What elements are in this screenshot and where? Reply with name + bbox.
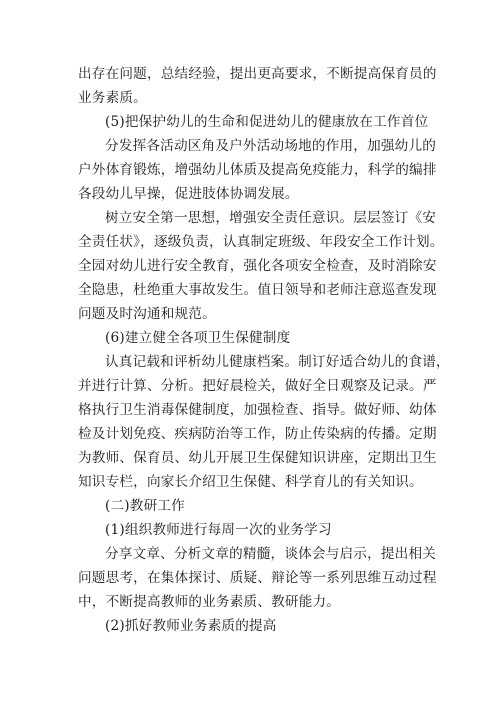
text-line: 问题及时沟通和规范。 xyxy=(78,306,216,322)
text-line: 出存在问题，总结经验，提出更高要求，不断提高保育员的 xyxy=(78,66,437,82)
text-line: 知识专栏，向家长介绍卫生保健、科学育儿的有关知识。 xyxy=(78,474,423,490)
text-line: 中，不断提高教师的业务素质、教研能力。 xyxy=(78,594,341,610)
section-heading: (1)组织教师进行每周一次的业务学习 xyxy=(105,522,332,538)
section-heading: (2)抓好教师业务素质的提高 xyxy=(105,618,277,634)
text-line: 认真记载和评析幼儿健康档案。制订好适合幼儿的食谱， xyxy=(105,354,450,370)
text-line: 为教师、保育员、幼儿开展卫生保健知识讲座，定期出卫生 xyxy=(78,450,437,466)
text-line: 问题思考，在集体探讨、质疑、辩论等一系列思维互动过程 xyxy=(78,570,437,586)
section-heading: (6)建立健全各项卫生保健制度 xyxy=(105,330,291,346)
text-line: 全隐患，杜绝重大事故发生。值日领导和老师注意巡查发现 xyxy=(78,282,437,298)
text-line: 分享文章、分析文章的精髓，谈体会与启示，提出相关 xyxy=(105,546,437,562)
text-line: 全责任状》，逐级负责，认真制定班级、年段安全工作计划。 xyxy=(78,234,444,250)
text-line: 检及计划免疫、疾病防治等工作，防止传染病的传播。定期 xyxy=(78,426,437,442)
text-line: 树立安全第一思想，增强安全责任意识。层层签订《安 xyxy=(105,210,437,226)
text-line: 业务素质。 xyxy=(78,90,147,106)
text-line: 户外体育锻炼，增强幼儿体质及提高免疫能力，科学的编排 xyxy=(78,162,437,178)
text-line: 全园对幼儿进行安全教育，强化各项安全检查，及时消除安 xyxy=(78,258,437,274)
section-heading: (二)教研工作 xyxy=(105,498,185,514)
text-line: 分发挥各活动区角及户外活动场地的作用，加强幼儿的 xyxy=(105,138,437,154)
text-line: 格执行卫生消毒保健制度，加强检查、指导。做好师、幼体 xyxy=(78,402,437,418)
section-heading: (5)把保护幼儿的生命和促进幼儿的健康放在工作首位 xyxy=(105,114,429,130)
text-line: 各段幼儿早操，促进肢体协调发展。 xyxy=(78,186,299,202)
text-line: 并进行计算、分析。把好晨检关，做好全日观察及记录。严 xyxy=(78,378,437,394)
